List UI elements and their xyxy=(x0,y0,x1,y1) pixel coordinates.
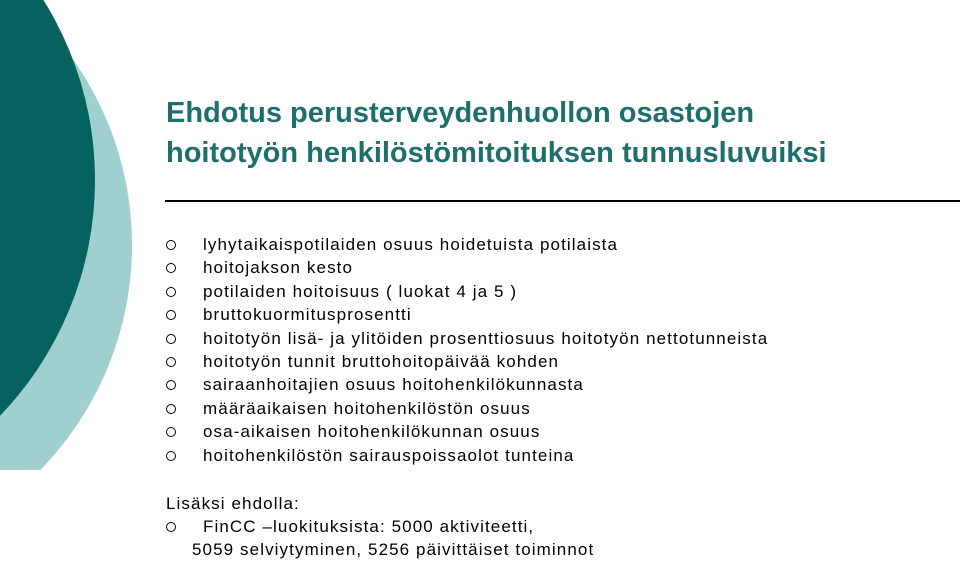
circle-bullet-icon xyxy=(166,334,176,344)
indicator-list xyxy=(166,233,768,467)
circle-bullet-icon xyxy=(166,380,176,390)
list-item xyxy=(166,397,768,420)
list-item-text: hoitohenkilöstön sairauspoissaolot tunteina xyxy=(203,445,575,465)
list-item-text: FinCC –luokituksista: 5000 aktiviteetti, xyxy=(203,517,535,537)
circle-bullet-icon xyxy=(166,287,176,297)
list-item-text: osa-aikaisen hoitohenkilökunnan osuus xyxy=(203,422,541,442)
circle-bullet-icon xyxy=(166,451,176,461)
list-item xyxy=(166,444,768,467)
list-item xyxy=(166,350,768,373)
title-divider xyxy=(165,200,960,202)
circle-bullet-icon xyxy=(166,263,176,273)
list-item xyxy=(166,280,768,303)
circle-bullet-icon xyxy=(166,310,176,320)
list-item-text: hoitotyön tunnit bruttohoitopäivää kohden xyxy=(203,351,560,371)
list-item xyxy=(166,303,768,326)
list-item xyxy=(166,515,534,538)
list-item xyxy=(166,327,768,350)
slide-title-line-1: Ehdotus perusterveydenhuollon osastojen xyxy=(166,97,755,129)
list-item-text: potilaiden hoitoisuus ( luokat 4 ja 5 ) xyxy=(203,281,518,301)
list-item-text: bruttokuormitusprosentti xyxy=(203,305,412,325)
decorative-circles xyxy=(0,0,140,470)
list-item-text: määräaikaisen hoitohenkilöstön osuus xyxy=(203,398,531,418)
circle-bullet-icon xyxy=(166,522,176,532)
circle-bullet-icon xyxy=(166,357,176,367)
list-item-text: lyhytaikaispotilaiden osuus hoidetuista potilaista xyxy=(203,235,619,254)
list-item xyxy=(166,256,768,279)
list-item-text: hoitojakson kesto xyxy=(203,258,354,278)
additional-item-continuation: 5059 selviytyminen, 5256 päivittäiset toiminnot xyxy=(192,540,595,559)
additional-list xyxy=(166,515,534,538)
circle-bullet-icon xyxy=(166,240,176,250)
additional-heading: Lisäksi ehdolla: xyxy=(166,494,300,513)
circle-bullet-icon xyxy=(166,404,176,414)
list-item xyxy=(166,233,768,256)
additional-proposals xyxy=(166,492,534,539)
slide-title xyxy=(166,93,946,173)
circle-bullet-icon xyxy=(166,427,176,437)
list-item-text: hoitotyön lisä- ja ylitöiden prosenttiosuus hoitotyön nettotunneista xyxy=(203,328,769,348)
list-item-text: sairaanhoitajien osuus hoitohenkilökunnasta xyxy=(203,375,584,395)
list-item xyxy=(166,420,768,443)
list-item xyxy=(166,373,768,396)
slide-title-line-2: hoitotyön henkilöstömitoituksen tunnusluvuiksi xyxy=(166,137,827,169)
